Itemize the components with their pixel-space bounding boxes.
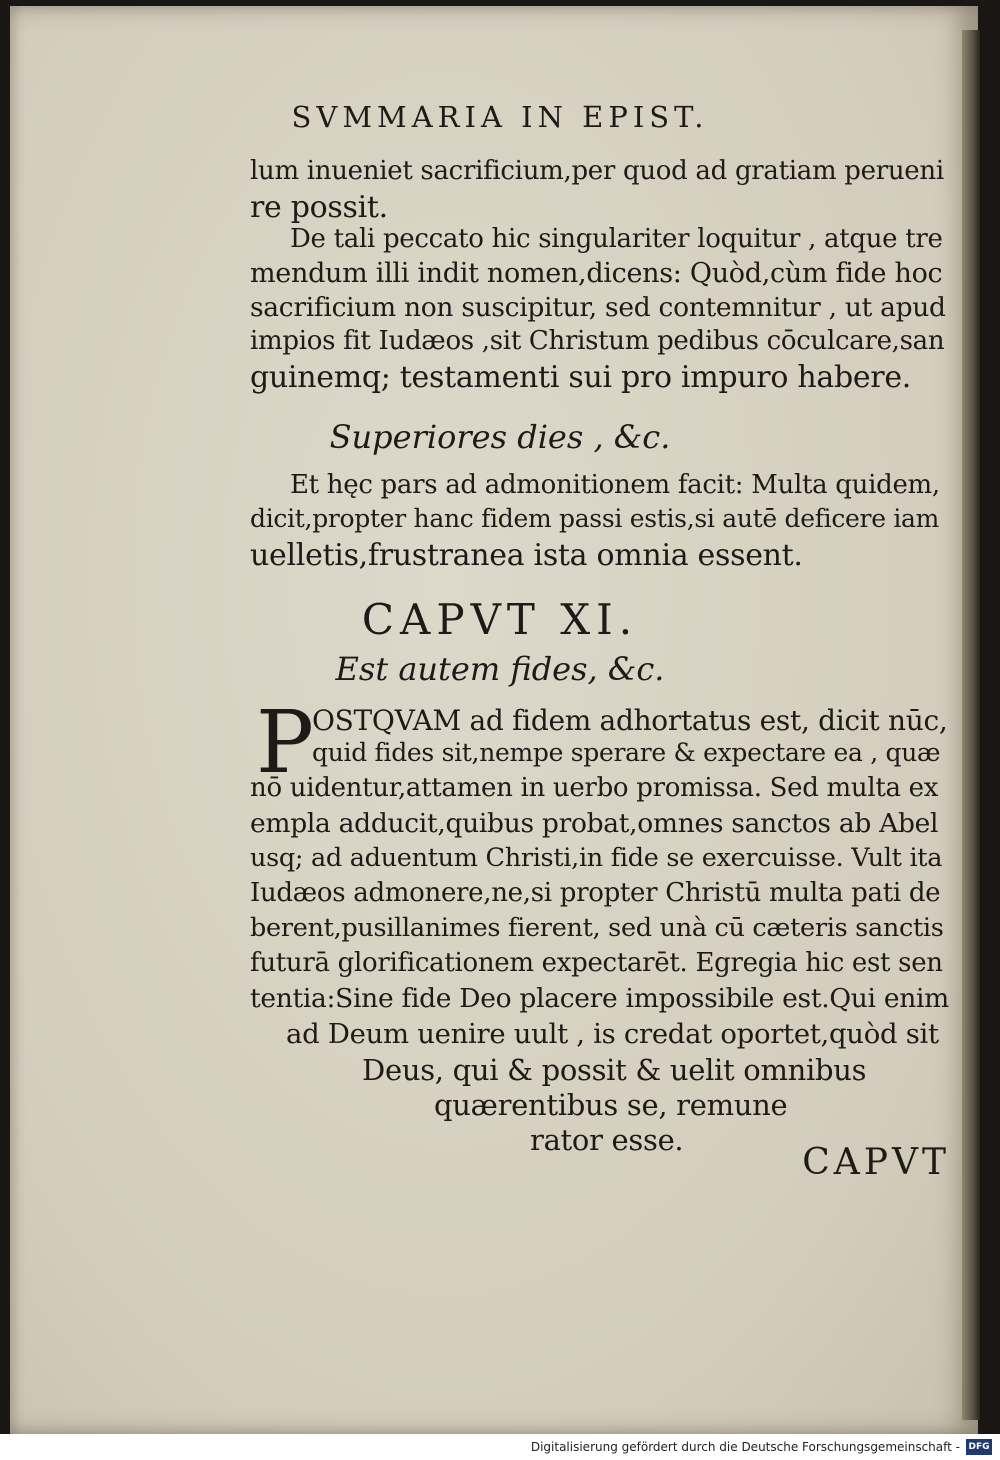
text-line: lum inueniet sacrificium,per quod ad gratiam perueni — [250, 156, 944, 186]
text-line: quid fides sit,nempe sperare & expectare ea , quæ — [312, 738, 941, 767]
text-line: uelletis,frustranea ista omnia essent. — [250, 538, 803, 573]
text-line: quærentibus se, remune — [434, 1088, 788, 1122]
text-line: futurā glorificationem expectarēt. Egregia hic est sen — [250, 948, 943, 978]
drop-cap: P — [256, 693, 314, 793]
text-line: re possit. — [250, 190, 388, 225]
text-line: usq; ad aduentum Christi,in fide se exercuisse. Vult ita — [250, 843, 943, 873]
text-line: rator esse. — [530, 1123, 684, 1157]
section-heading: Superiores dies , &c. — [329, 418, 671, 456]
chapter-subtitle: Est autem fides, &c. — [335, 650, 665, 688]
text-line: empla adducit,quibus probat,omnes sanctos ab Abel — [250, 808, 939, 839]
text-line: ad Deum uenire uult , is credat oportet,quòd sit — [286, 1018, 939, 1050]
text-line: berent,pusillanimes fierent, sed unà cū cæteris sanctis — [250, 913, 944, 943]
text-line: impios fit Iudæos ,sit Christum pedibus cōculcare,san — [250, 326, 945, 356]
footer-credit: Digitalisierung gefördert durch die Deutsche Forschungsgemeinschaft - — [530, 1440, 960, 1454]
dfg-logo: DFG — [966, 1439, 992, 1455]
chapter-title: CAPVT XI. — [361, 595, 639, 644]
catchword: CAPVT — [802, 1142, 950, 1183]
text-line: OSTQVAM ad fidem adhortatus est, dicit nūc, — [312, 704, 948, 737]
book-binding-edge — [962, 30, 980, 1420]
text-line: Et hęc pars ad admonitionem facit: Multa quidem, — [290, 470, 940, 500]
text-line: nō uidentur,attamen in uerbo promissa. Sed multa ex — [250, 773, 939, 803]
text-line: Iudæos admonere,ne,si propter Christū multa pati de — [250, 878, 941, 908]
text-line: De tali peccato hic singulariter loquitur , atque tre — [290, 224, 943, 254]
footer-bar — [0, 1434, 1000, 1460]
text-line: Deus, qui & possit & uelit omnibus — [362, 1053, 867, 1087]
text-line: mendum illi indit nomen,dicens: Quòd,cùm fide hoc — [250, 258, 943, 289]
text-line: sacrificium non suscipitur, sed contemnitur , ut apud — [250, 292, 946, 323]
text-line: tentia:Sine fide Deo placere impossibile est.Qui enim — [250, 983, 949, 1014]
text-line: guinemq; testamenti sui pro impuro habere. — [250, 360, 912, 395]
text-line: dicit,propter hanc fidem passi estis,si autē deficere iam — [250, 504, 940, 533]
running-header: SVMMARIA IN EPIST. — [291, 100, 709, 134]
